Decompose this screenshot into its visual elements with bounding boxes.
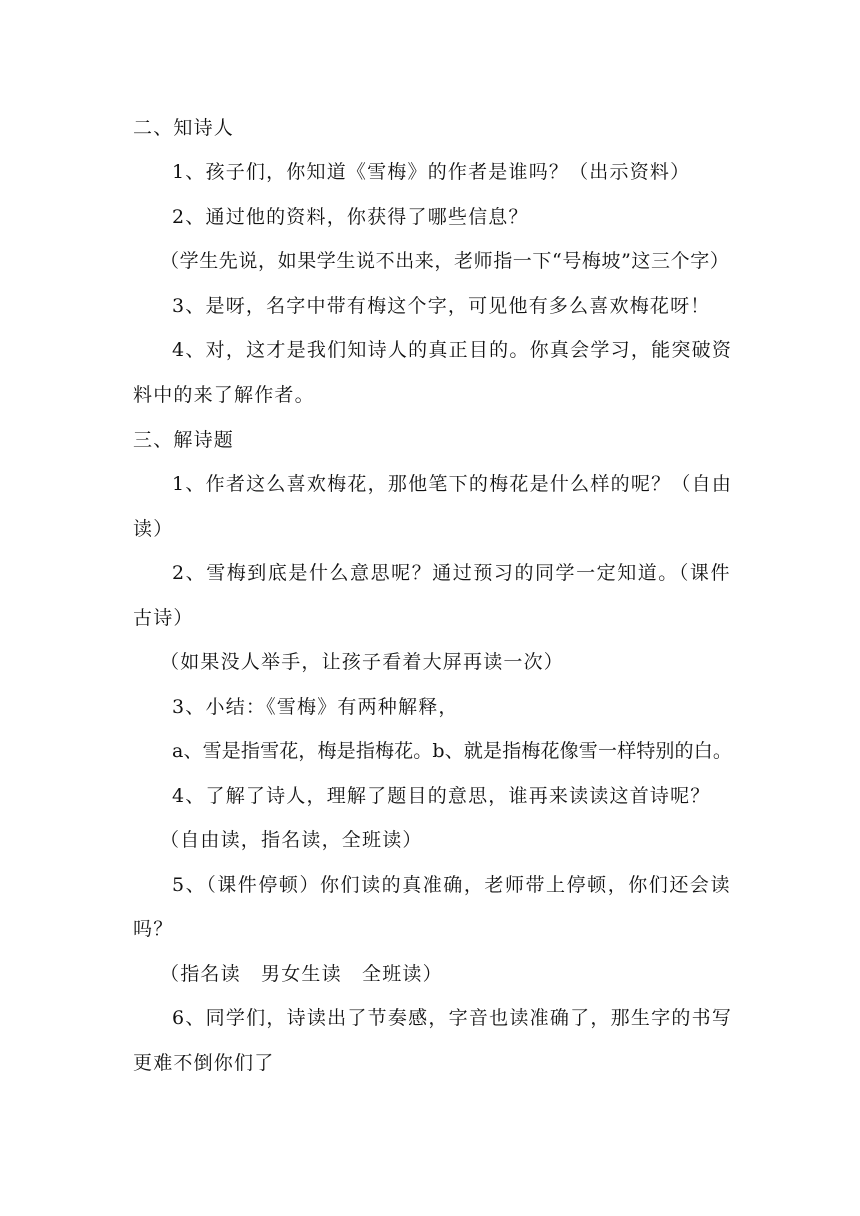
section-heading-explain-title: 三、解诗题 bbox=[133, 429, 235, 451]
paragraph: 4、对，这才是我们知诗人的真正目的。你真会学习，能突破资 bbox=[172, 339, 733, 361]
paragraph-note: （学生先说，如果学生说不出来，老师指一下“号梅坡”这三个字） bbox=[160, 250, 730, 272]
paragraph-continued: 古诗） bbox=[133, 607, 194, 629]
paragraph-continued: 吗？ bbox=[133, 918, 174, 940]
paragraph: a、雪是指雪花，梅是指梅花。b、就是指梅花像雪一样特别的白。 bbox=[172, 740, 732, 762]
paragraph: 6、同学们，诗读出了节奏感，字音也读准确了，那生字的书写 bbox=[172, 1007, 733, 1029]
paragraph: 2、雪梅到底是什么意思呢？通过预习的同学一定知道。（课件 bbox=[172, 562, 731, 584]
paragraph-note: （自由读，指名读，全班读） bbox=[160, 829, 423, 851]
paragraph: 4、了解了诗人，理解了题目的意思，谁再来读读这首诗呢？ bbox=[172, 785, 711, 807]
paragraph: 3、是呀，名字中带有梅这个字，可见他有多么喜欢梅花呀！ bbox=[172, 295, 711, 317]
paragraph: 1、孩子们，你知道《雪梅》的作者是谁吗？（出示资料） bbox=[172, 161, 691, 183]
paragraph-note: （如果没人举手，让孩子看着大屏再读一次） bbox=[160, 651, 565, 673]
paragraph: 2、通过他的资料，你获得了哪些信息？ bbox=[172, 206, 529, 228]
paragraph: 1、作者这么喜欢梅花，那他笔下的梅花是什么样的呢？（自由 bbox=[172, 473, 733, 495]
paragraph-continued: 更难不倒你们了 bbox=[133, 1052, 275, 1074]
paragraph-continued: 料中的来了解作者。 bbox=[133, 384, 315, 406]
section-heading-know-poet: 二、知诗人 bbox=[133, 117, 235, 139]
paragraph-continued: 读） bbox=[133, 518, 174, 540]
paragraph: 5、（课件停顿）你们读的真准确，老师带上停顿，你们还会读 bbox=[172, 874, 731, 896]
paragraph: 3、小结：《雪梅》有两种解释， bbox=[172, 696, 459, 718]
paragraph-note: （指名读 男女生读 全班读） bbox=[160, 963, 443, 985]
